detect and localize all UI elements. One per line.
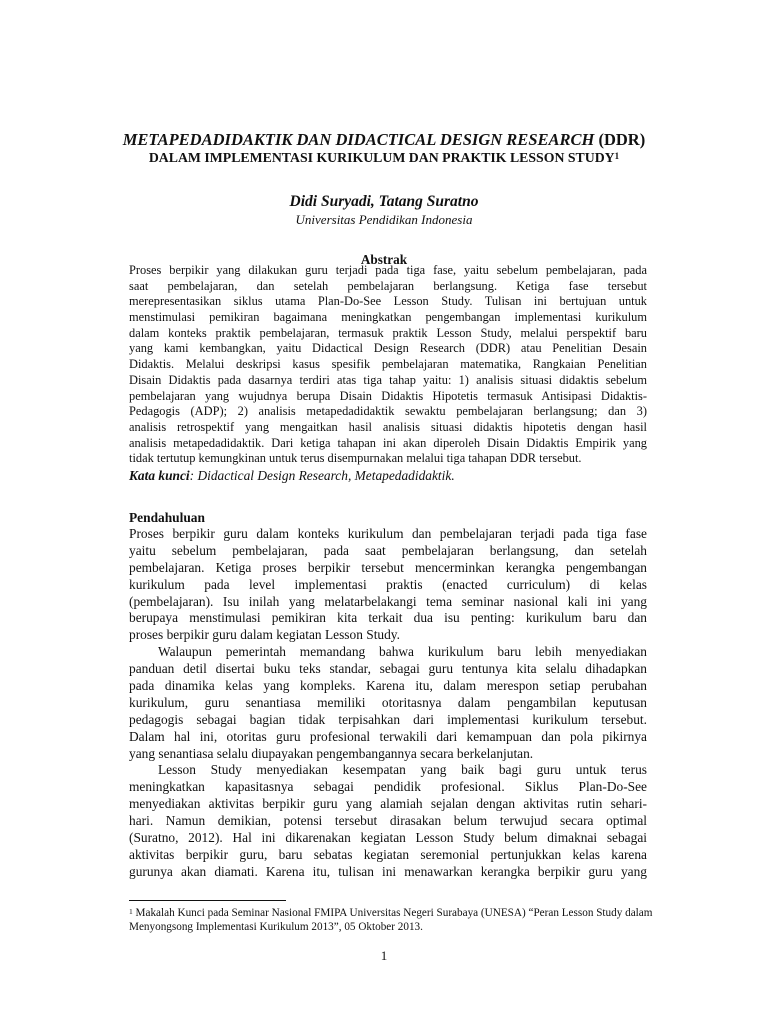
section-heading: Pendahuluan [129, 510, 205, 525]
body-line: yaitu sebelum pembelajaran, pada saat pembelajaran berlangsung, dan setelah [129, 542, 647, 558]
abstract-line: pembelajaran yang wujudnya berupa Disain Didaktis Hipotetis termasuk Antisipasi Didaktis- [129, 388, 647, 403]
title-subtitle: DALAM IMPLEMENTASI KURIKULUM DAN PRAKTIK LESSON STUDY [148, 150, 615, 165]
keywords [129, 468, 455, 484]
footnote [129, 906, 659, 934]
abstract-line: merepresentasikan siklus utama Plan-Do-See Lesson Study. Tulisan ini bertujuan untuk [129, 294, 647, 309]
footnote-divider [129, 900, 286, 901]
title-line-1 [0, 131, 768, 149]
abstract-line: saat pembelajaran, dan setelah pembelajaran berlangsung. Ketiga fase tersebut [129, 278, 647, 293]
body-line: kurikulum, guru senantiasa memiliki otoritasnya dalam pengambilan keputusan [129, 694, 647, 710]
body-line: menyediakan aktivitas berpikir guru yang alamiah sejalan dengan aktivitas rutin sehari- [129, 796, 647, 812]
abstract-heading: Abstrak [360, 252, 408, 267]
body-line: proses berpikir guru dalam kegiatan Lesson Study. [129, 627, 400, 643]
body-line: Proses berpikir guru dalam konteks kurikulum dan pembelajaran terjadi pada tiga fase [129, 526, 647, 541]
body-line: pedagogis sebagai bagian tidak terpisahkan dari implementasi kurikulum tersebut. [129, 711, 647, 727]
body-line: berupaya menstimulasi pemikiran kita terkait dua isu penting: kurikulum baru dan [129, 610, 647, 626]
body-line: panduan detil disertai buku teks standar, sebagai guru tentunya kita selalu dihadapkan [129, 661, 647, 677]
abstract-line: menstimulasi pemikiran bagaimana meningkatkan pengembangan implementasi kurikulum [129, 310, 647, 325]
title-footnote-marker: 1 [614, 151, 620, 161]
footnote-marker: 1 [129, 907, 133, 916]
body-line: Dalam hal ini, otoritas guru profesional terwakili dari kemampuan dan pola pikirnya [129, 728, 647, 744]
body-line: pembelajaran. Ketiga proses berpikir tersebut mencerminkan kerangka pengembangan [129, 559, 647, 575]
body-line: Lesson Study menyediakan kesempatan yang baik bagi guru untuk terus [158, 762, 647, 778]
body-line: aktivitas berpikir guru, baru sebatas kegiatan seremonial pertunjukkan kelas karena [129, 846, 647, 862]
footnote-text: Makalah Kunci pada Seminar Nasional FMIPA Universitas Negeri Surabaya (UNESA) “Peran Lesson Study dalam Menyongsong Implementasi Kurikulum 2013”, 05 Oktober 2013. [129, 907, 653, 933]
body-line: yang senantiasa selalu diupayakan pengembangannya secara berkelanjutan. [129, 745, 534, 761]
body-line: Walaupun pemerintah memandang bahwa kurikulum baru lebih menyediakan [158, 644, 647, 660]
abstract-line: Didaktis. Melalui deskripsi kasus spesifik pembelajaran matematika, Rangkaian Penelitian [129, 357, 647, 372]
abstract-line: yang kami kembangkan, yaitu Didactical Design Research (DDR) atau Penelitian Desain [129, 341, 647, 356]
body-line: gurunya akan diamati. Karena itu, tulisan ini menawarkan kerangka berpikir guru yang [129, 863, 647, 879]
affiliation: Universitas Pendidikan Indonesia [295, 212, 473, 227]
page-number: 1 [380, 948, 388, 963]
body-line: meningkatkan kapasitasnya sebagai pendidik profesional. Siklus Plan-Do-See [129, 779, 647, 795]
title-italic-part: METAPEDADIDAKTIK DAN DIDACTICAL DESIGN RESEARCH [122, 130, 595, 149]
abstract-line: analisis retrospektif yang mengaitkan hasil analisis situasi didaktis hipotetis dengan hasil [129, 419, 647, 434]
abstract-line: analisis metapedadidaktik. Dari ketiga tahapan ini akan diperoleh Disain Didaktis Empirik yang [129, 435, 647, 450]
body-line: (Suratno, 2012). Hal ini dikarenakan kegiatan Lesson Study belum dimaknai sebagai [129, 830, 647, 846]
body-line: pada dinamika kelas yang kompleks. Karena itu, dalam merespon setiap perubahan [129, 678, 647, 694]
abstract-line: Proses berpikir yang dilakukan guru terjadi pada tiga fase, yaitu sebelum pembelajaran, pada [129, 263, 647, 277]
abstract-line: Disain Didaktis pada dasarnya terdiri atas tiga tahap yaitu: 1) analisis situasi didaktis sebelum [129, 372, 647, 387]
title-line-2 [0, 149, 768, 167]
keywords-value: : Didactical Design Research, Metapedadidaktik. [189, 468, 455, 483]
body-line: kurikulum pada level implementasi praktis (enacted curriculum) di kelas [129, 576, 647, 592]
title-acronym: (DDR) [598, 130, 646, 149]
body-line: (pembelajaran). Isu inilah yang melatarbelakangi tema seminar nasional kali ini yang [129, 593, 647, 609]
abstract-line: Pedagogis (ADP); 2) analisis metapedadidaktik sewaktu pembelajaran berlangsung; dan 3) [129, 404, 647, 419]
abstract-line: dalam konteks praktik pembelajaran, termasuk praktik Lesson Study, melalui perspektif baru [129, 325, 647, 340]
authors: Didi Suryadi, Tatang Suratno [289, 193, 479, 210]
section-body [129, 526, 647, 881]
abstract-body [129, 263, 647, 467]
body-line: hari. Namun demikian, potensi tersebut dirasakan belum terwujud secara optimal [129, 813, 647, 829]
abstract-line: tidak tertutup kemungkinan untuk terus disempurnakan melalui tiga tahapan DDR tersebut. [129, 451, 582, 466]
keywords-label: Kata kunci [129, 468, 190, 483]
